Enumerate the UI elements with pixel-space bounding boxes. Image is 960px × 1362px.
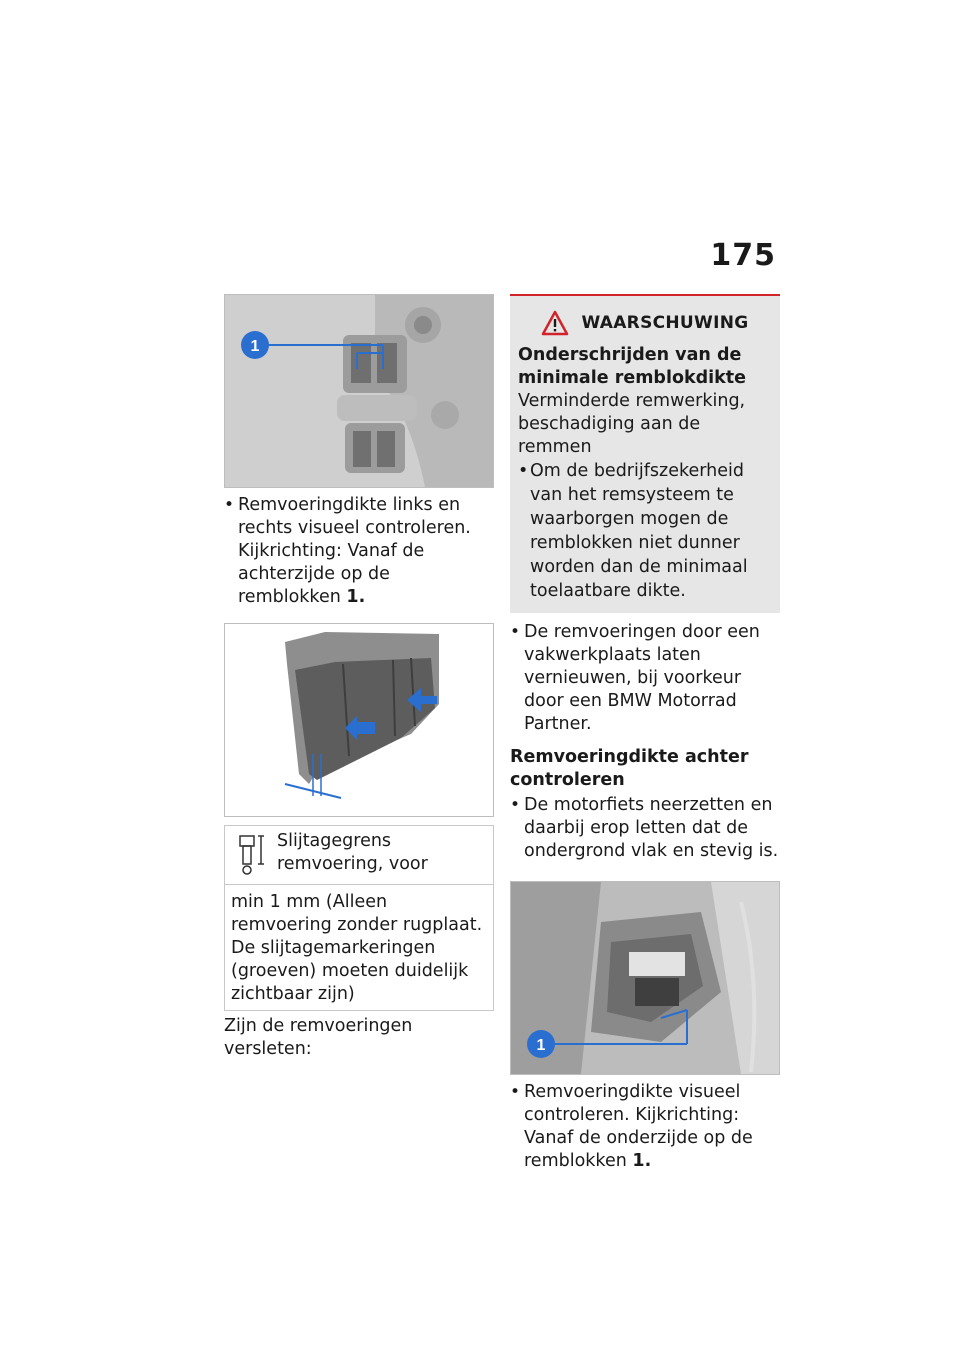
figure3-callout: 1 bbox=[536, 1037, 546, 1054]
bullet-dot: • bbox=[224, 495, 235, 515]
warning-title: WAARSCHUWING bbox=[581, 313, 749, 333]
bullet-dot: • bbox=[510, 622, 521, 642]
warning-box bbox=[510, 294, 780, 613]
warning-title-row bbox=[518, 310, 772, 336]
left-column bbox=[224, 294, 494, 1061]
brake-pad-wear-icon bbox=[237, 832, 267, 878]
callout-ref: 1. bbox=[632, 1151, 652, 1171]
warning-list-item-text: Om de bedrijfszekerheid van het remsysteem te waarborgen mogen de remblokken niet dunner worden dan de minimaal toelaatbare dikte. bbox=[530, 461, 748, 601]
wear-limit-title: Slijtagegrens remvoering, voor bbox=[277, 831, 428, 874]
bullet-dot: • bbox=[518, 461, 529, 481]
wear-limit-spec bbox=[224, 825, 494, 1011]
rear-brake-caliper-image bbox=[510, 881, 780, 1075]
right-column bbox=[510, 294, 780, 1173]
section-heading-rear: Remvoeringdikte achter controleren bbox=[510, 747, 749, 790]
brake-pad-wear-image bbox=[224, 623, 494, 817]
bullet-park-motorcycle-text: De motorfiets neerzetten en daarbij erop letten dat de ondergrond vlak en stevig is. bbox=[524, 795, 779, 861]
warning-triangle-icon bbox=[541, 310, 569, 336]
bullet-check-rear-pads bbox=[510, 1081, 780, 1173]
warning-heading: Onderschrijden van de minimale remblokdikte bbox=[518, 345, 747, 388]
bullet-check-front-pads-text: Remvoeringdikte links en rechts visueel controleren. Kijkrichting: Vanaf de achterzijde op de remblokken bbox=[238, 495, 471, 607]
wear-limit-value: min 1 mm (Alleen remvoering zonder rugplaat. De slijtagemarkeringen (groeven) moeten duidelijk zichtbaar zijn) bbox=[231, 892, 483, 1004]
bullet-check-rear-pads-text: Remvoeringdikte visueel controleren. Kijkrichting: Vanaf de onderzijde op de remblokken bbox=[524, 1082, 753, 1171]
bullet-dot: • bbox=[510, 795, 521, 815]
warning-text: Verminderde remwerking, beschadiging aan de remmen bbox=[518, 391, 746, 457]
wear-limit-spec-header bbox=[225, 826, 493, 885]
figure1-callout: 1 bbox=[250, 338, 260, 355]
front-brake-caliper-image bbox=[224, 294, 494, 488]
bullet-dot: • bbox=[510, 1082, 521, 1102]
bullet-replace-pads bbox=[510, 621, 780, 736]
callout-ref: 1. bbox=[346, 587, 366, 607]
page-number: 175 bbox=[710, 238, 776, 273]
warning-list-item bbox=[518, 459, 772, 603]
bullet-park-motorcycle bbox=[510, 794, 780, 863]
bullet-replace-pads-text: De remvoeringen door een vakwerkplaats laten vernieuwen, bij voorkeur door een BMW Motorrad Partner. bbox=[524, 622, 760, 734]
bullet-check-front-pads bbox=[224, 494, 494, 609]
worn-pads-text: Zijn de remvoeringen versleten: bbox=[224, 1016, 413, 1059]
